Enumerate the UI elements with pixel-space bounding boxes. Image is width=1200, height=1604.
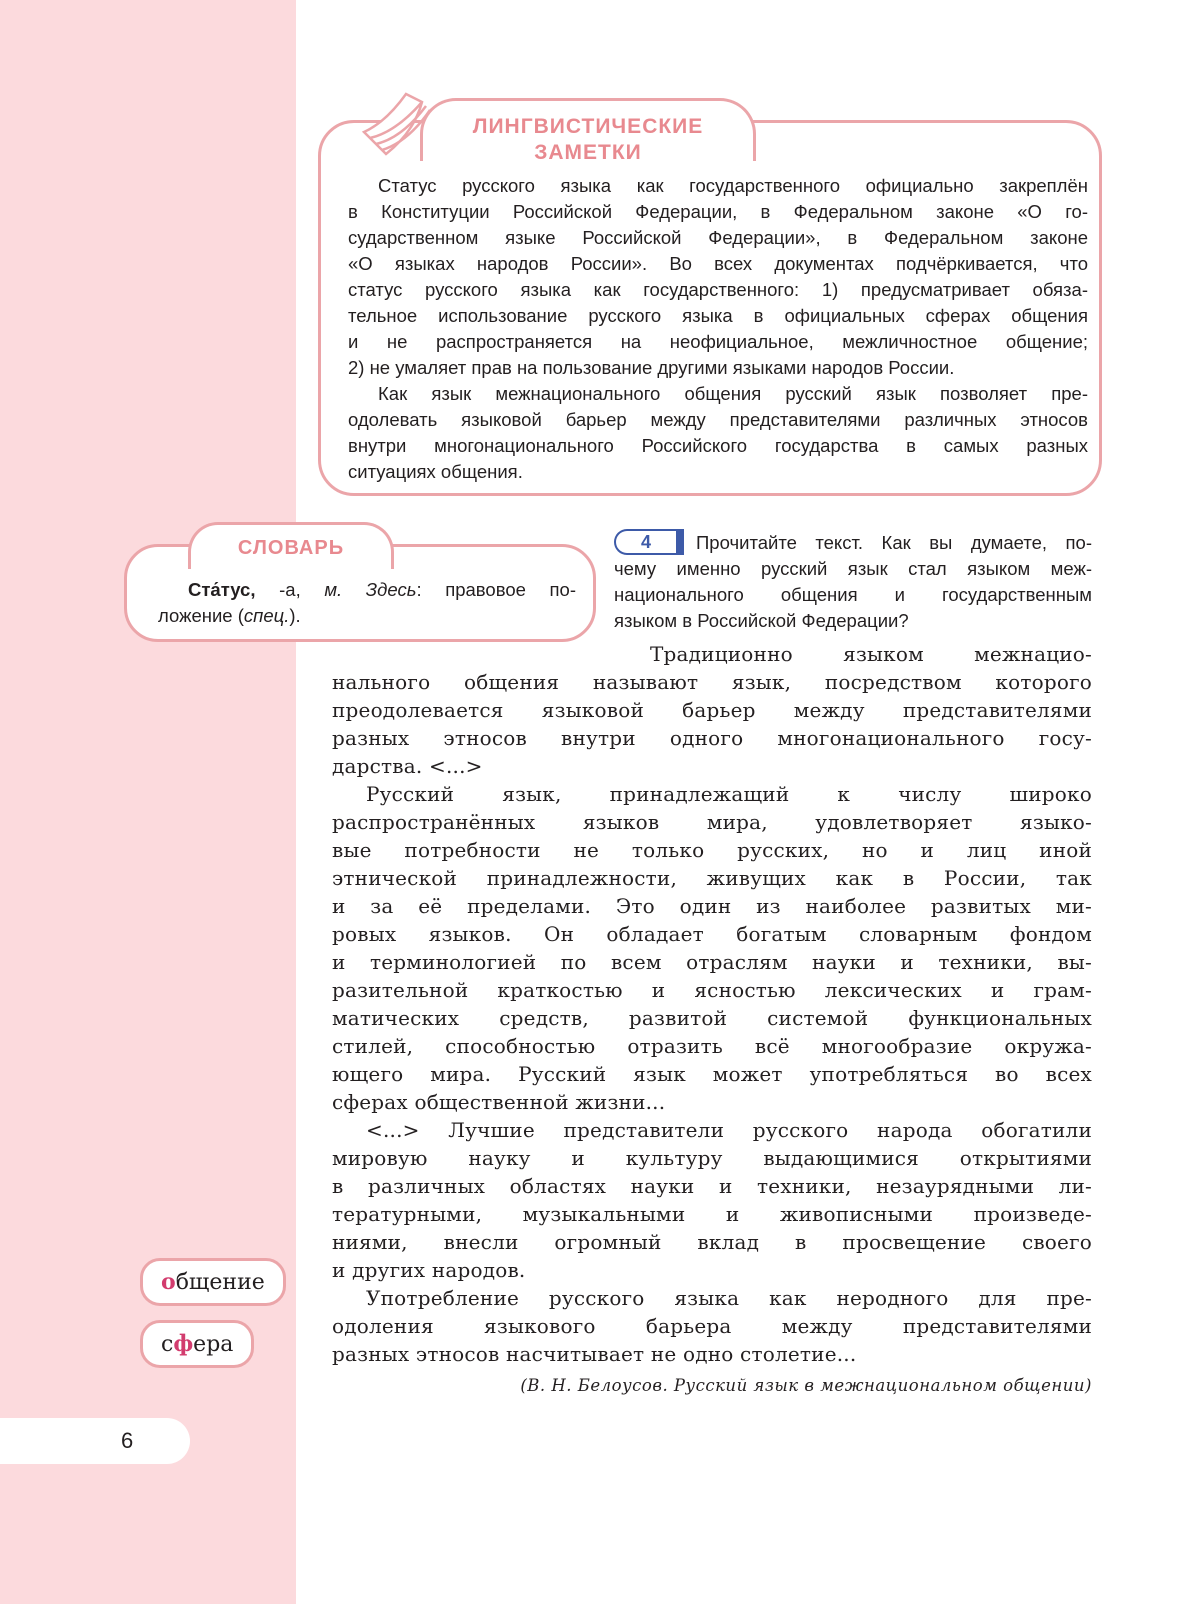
vocabulary-word-obshchenie: общение	[140, 1258, 286, 1306]
text-line: ситуациях общения.	[348, 461, 523, 482]
text-line: сферах общественной жизни...	[332, 1090, 666, 1114]
text-line: статус русского языка как государственного: 1) предусматривает обяза-	[348, 279, 1088, 300]
task-line: национального общения и государственным	[614, 584, 1092, 605]
task-line: языком в Российской Федерации?	[614, 610, 909, 631]
page-number-tab	[0, 1418, 190, 1464]
text-line: ниями, внесли огромный вклад в просвещение своего	[332, 1230, 1092, 1254]
notes-text	[348, 173, 1088, 485]
text-line: «О языках народов России». Во всех документах подчёркивается, что	[348, 253, 1088, 274]
page-number: 6	[121, 1428, 134, 1453]
text-line: Традиционно языком межнацио-	[650, 642, 1092, 666]
dictionary-title: СЛОВАРЬ	[237, 537, 345, 559]
text-line: стилей, способностью отразить всё многообразие окружа-	[332, 1034, 1092, 1058]
text-line: <...> Лучшие представители русского народа обогатили	[366, 1118, 1092, 1142]
task-line: чему именно русский язык стал языком меж-	[614, 558, 1092, 579]
text-line: тельное использование русского языка в официальных сферах общения	[348, 305, 1088, 326]
notes-title: ЛИНГВИСТИЧЕСКИЕ ЗАМЕТКИ	[472, 115, 704, 164]
text-line: разных этносов внутри одного многонационального госу-	[332, 726, 1092, 750]
text-line: нального общения называют язык, посредством которого	[332, 670, 1092, 694]
text-line: и за её пределами. Это один из наиболее развитых ми-	[332, 894, 1092, 918]
text-line: одолевать языковой барьер между представителями различных этносов	[348, 409, 1088, 430]
text-line: и терминологией по всем отраслям науки и техники, вы-	[332, 950, 1092, 974]
text-line: Статус русского языка как государственного официально закреплён	[378, 175, 1088, 196]
text-line: 2) не умаляет прав на пользование другими языками народов России.	[348, 357, 955, 378]
dictionary-entry: Ста́тус, -а, м. Здесь: правовое по- ложение (спец.).	[158, 579, 576, 626]
text-line: этнической принадлежности, живущих как в России, так	[332, 866, 1092, 890]
source-citation: (В. Н. Белоусов. Русский язык в межнациональном общении)	[520, 1376, 1092, 1395]
text-line: ющего мира. Русский язык может употребляться во всех	[332, 1062, 1092, 1086]
text-line: матических средств, развитой системой функциональных	[332, 1006, 1092, 1030]
text-line: одоления языкового барьера между представителями	[332, 1314, 1092, 1338]
text-line: внутри многонационального Российского государства в самых разных	[348, 435, 1088, 456]
text-line: дарства. <...>	[332, 754, 483, 778]
book-icon	[356, 92, 446, 158]
text-line: Употребление русского языка как неродного для пре-	[366, 1286, 1092, 1310]
text-line: вые потребности не только русских, но и лиц иной	[332, 838, 1092, 862]
task-text	[614, 530, 1092, 634]
vocabulary-word-sfera: сфера	[140, 1320, 254, 1368]
text-line: мировую науку и культуру выдающимися открытиями	[332, 1146, 1092, 1170]
text-line: и других народов.	[332, 1258, 526, 1282]
text-line: в различных областях науки и техники, незаурядными ли-	[332, 1174, 1092, 1198]
main-text	[332, 640, 1092, 1368]
text-line: тературными, музыкальными и живописными произведе-	[332, 1202, 1092, 1226]
text-line: разительной краткостью и ясностью лексических и грам-	[332, 978, 1092, 1002]
text-line: и не распространяется на неофициальное, межличностное общение;	[348, 331, 1088, 352]
task-number-badge: 4	[614, 529, 684, 555]
text-line: Русский язык, принадлежащий к числу широко	[366, 782, 1092, 806]
text-line: преодолевается языковой барьер между представителями	[332, 698, 1092, 722]
text-line: в Конституции Российской Федерации, в Федеральном законе «О го-	[348, 201, 1088, 222]
text-line: сударственном языке Российской Федерации», в Федеральном законе	[348, 227, 1088, 248]
task-line: Прочитайте текст. Как вы думаете, по-	[696, 532, 1092, 553]
text-line: Как язык межнационального общения русский язык позволяет пре-	[378, 383, 1088, 404]
text-line: ровых языков. Он обладает богатым словарным фондом	[332, 922, 1092, 946]
text-line: распространённых языков мира, удовлетворяет языко-	[332, 810, 1092, 834]
text-line: разных этносов насчитывает не одно столетие...	[332, 1342, 857, 1366]
